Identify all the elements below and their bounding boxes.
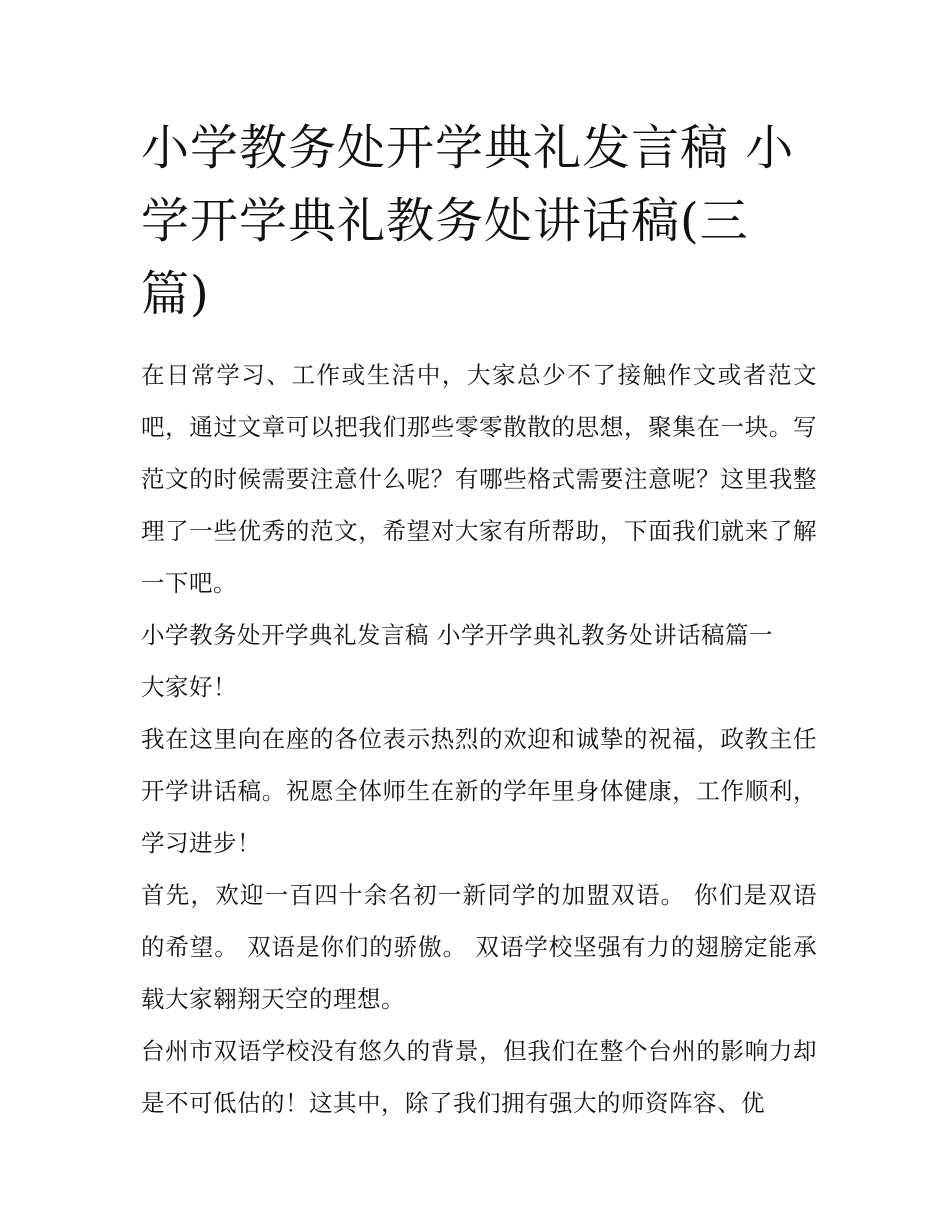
paragraph-welcome: 我在这里向在座的各位表示热烈的欢迎和诚挚的祝福，政教主任开学讲话稿。祝愿全体师生在新的学年里身体健康，工作顺利，学习进步！ bbox=[141, 725, 817, 857]
paragraph-new-students: 首先，欢迎一百四十余名初一新同学的加盟双语。 你们是双语的希望。 双语是你们的骄傲。 双语学校坚强有力的翅膀定能承载大家翱翔天空的理想。 bbox=[141, 881, 817, 1013]
paragraph-school-influence: 台州市双语学校没有悠久的背景，但我们在整个台州的影响力却是不可低估的！这其中，除了我们拥有强大的师资阵容、优 bbox=[141, 1037, 817, 1117]
document-body bbox=[141, 349, 817, 1129]
document-title: 小学教务处开学典礼发言稿 小学开学典礼教务处讲话稿(三篇) bbox=[141, 120, 795, 322]
document-content bbox=[141, 112, 817, 1129]
paragraph-intro: 在日常学习、工作或生活中，大家总少不了接触作文或者范文吧，通过文章可以把我们那些零零散散的思想，聚集在一块。写范文的时候需要注意什么呢？有哪些格式需要注意呢？这里我整理了一些优秀的范文，希望对大家有所帮助，下面我们就来了解一下吧。 bbox=[141, 361, 817, 597]
paragraph-section-heading: 小学教务处开学典礼发言稿 小学开学典礼教务处讲话稿篇一 bbox=[141, 621, 773, 649]
paragraph-greeting: 大家好！ bbox=[141, 673, 237, 701]
